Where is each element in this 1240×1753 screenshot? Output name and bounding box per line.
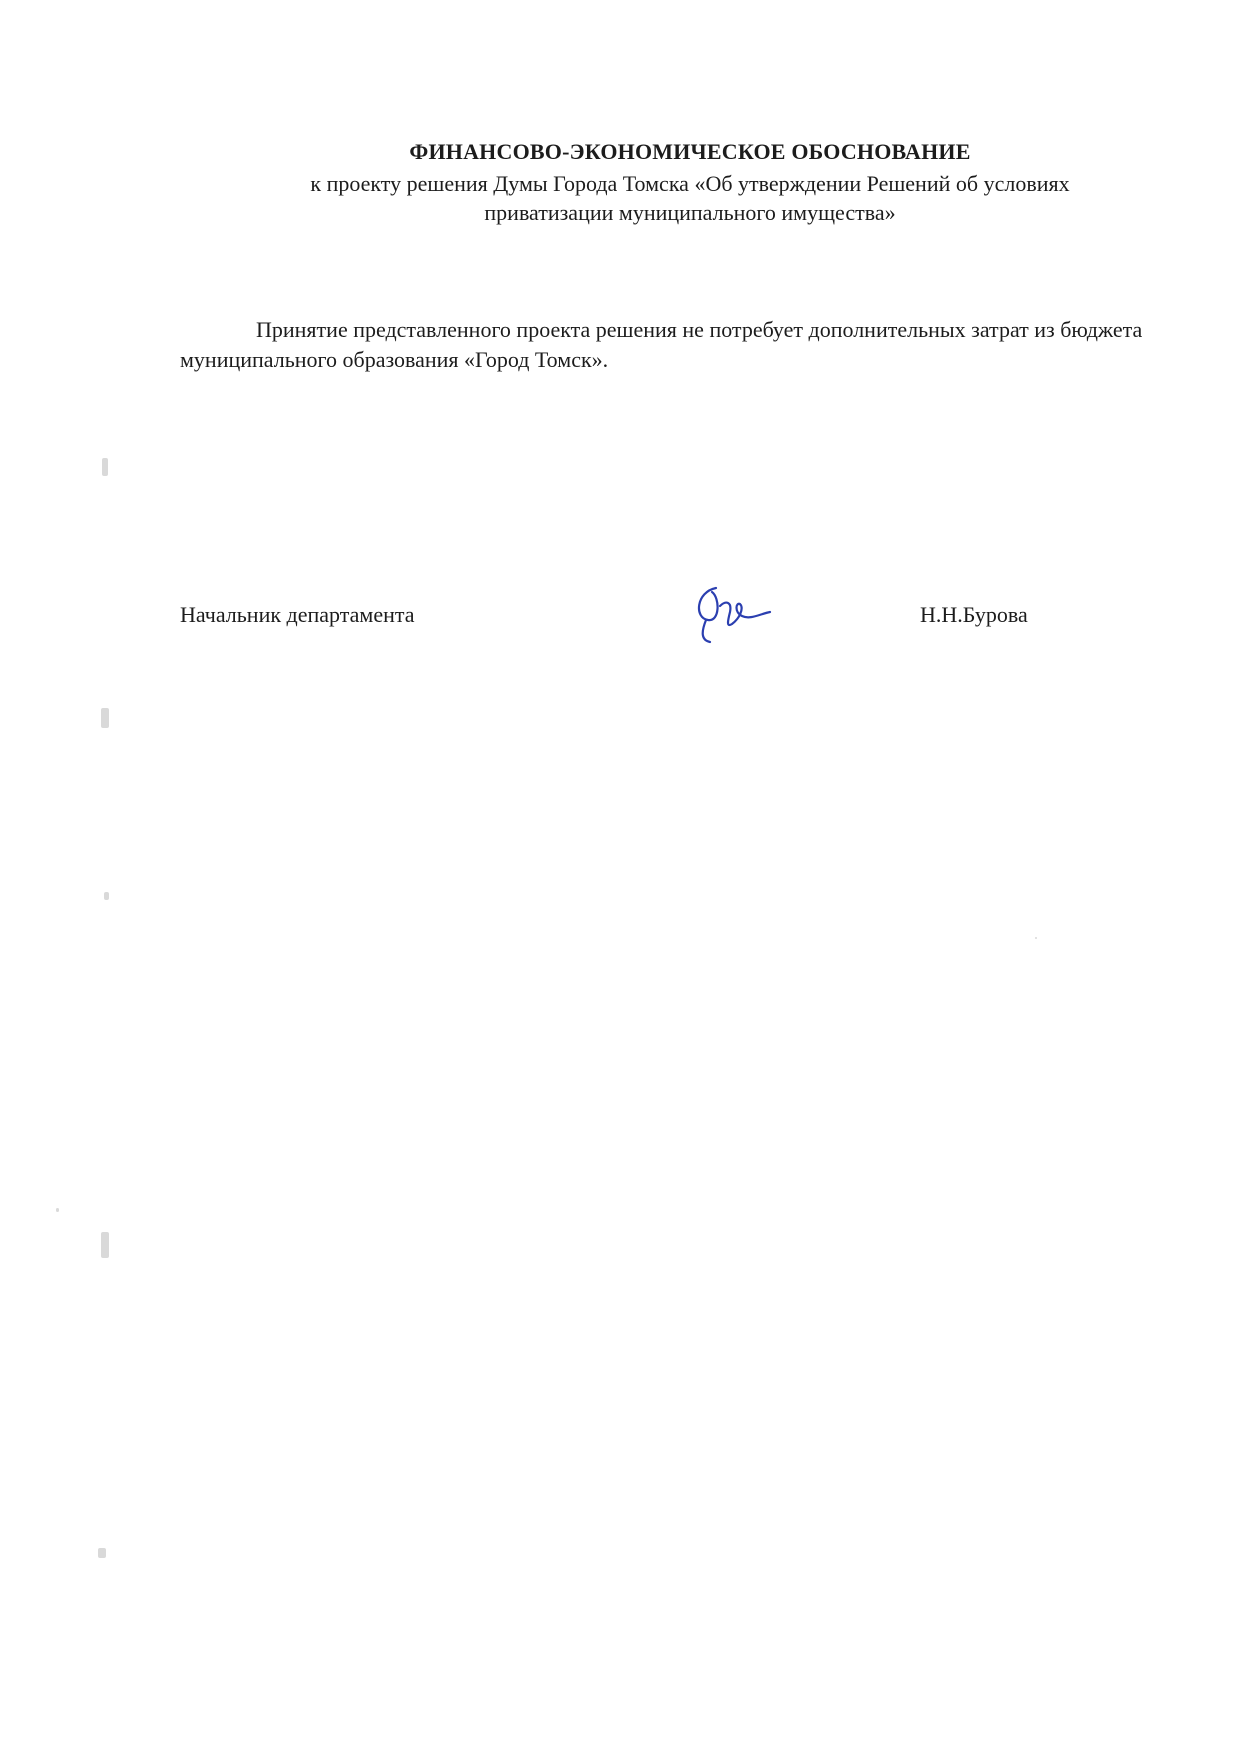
signatory-name: Н.Н.Бурова [920, 602, 1028, 627]
scan-speck [102, 458, 108, 476]
scan-speck [1035, 937, 1037, 939]
document-subtitle [180, 169, 1200, 227]
scan-speck [56, 1208, 59, 1212]
document-subtitle-line2: приватизации муниципального имущества» [484, 200, 896, 225]
scan-speck [104, 892, 109, 900]
handwritten-signature [686, 578, 772, 646]
document-title: ФИНАНСОВО-ЭКОНОМИЧЕСКОЕ ОБОСНОВАНИЕ [409, 139, 971, 164]
body-paragraph: Принятие представленного проекта решения не потребует дополнительных затрат из бюджета муниципального образования «Город Томск». [180, 317, 1143, 372]
scan-speck [101, 1232, 109, 1258]
scan-speck [101, 708, 109, 728]
signatory-position: Начальник департамента [180, 602, 415, 627]
scan-speck [98, 1548, 106, 1558]
document-subtitle-line1: к проекту решения Думы Города Томска «Об утверждении Решений об условиях [310, 171, 1070, 196]
